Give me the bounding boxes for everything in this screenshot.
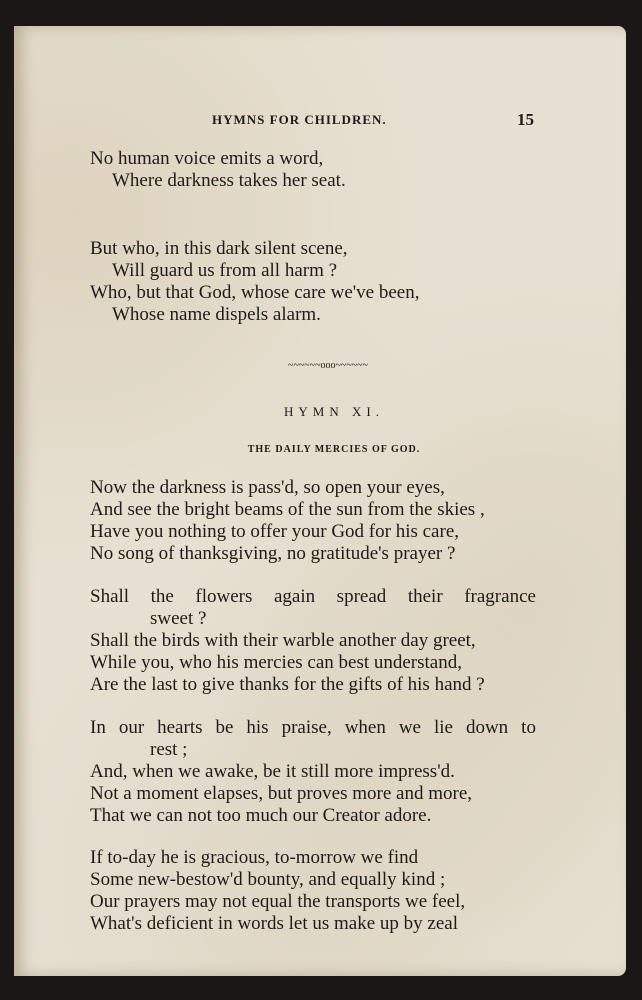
stanza-4 xyxy=(90,586,536,696)
verse-line: And see the bright beams of the sun from the skies , xyxy=(90,499,485,520)
section-ornament: ~~~~~~ooo~~~~~~ xyxy=(288,360,368,371)
verse-line: No song of thanksgiving, no gratitude's prayer ? xyxy=(90,543,456,564)
verse-line: Have you nothing to offer your God for his care, xyxy=(90,521,459,542)
verse-line: Where darkness takes her seat. xyxy=(112,170,346,191)
verse-word: to xyxy=(521,717,536,738)
stanza-6 xyxy=(90,847,560,935)
verse-word: the xyxy=(150,586,174,607)
verse-word: our xyxy=(118,717,145,738)
running-title: HYMNS FOR CHILDREN. xyxy=(212,112,387,127)
verse-line: That we can not too much our Creator adore. xyxy=(90,805,432,826)
verse-word: praise, xyxy=(281,717,332,738)
stanza-3 xyxy=(90,477,560,565)
hymn-subtitle: THE DAILY MERCIES OF GOD. xyxy=(247,444,421,455)
verse-word: be xyxy=(215,717,234,738)
verse-word: hearts xyxy=(157,717,203,738)
stanza-2 xyxy=(90,238,560,326)
stanza-5 xyxy=(90,717,536,827)
verse-line: Whose name dispels alarm. xyxy=(112,304,321,325)
verse-word: flowers xyxy=(195,586,253,607)
verse-line-continuation: rest ; xyxy=(150,739,188,760)
verse-line: No human voice emits a word, xyxy=(90,148,324,169)
verse-line: And, when we awake, be it still more impress'd. xyxy=(90,761,455,782)
verse-word: again xyxy=(273,586,316,607)
verse-line: Will guard us from all harm ? xyxy=(112,260,338,281)
verse-word: when xyxy=(344,717,386,738)
stanza-1 xyxy=(90,148,560,192)
verse-line: Who, but that God, whose care we've been, xyxy=(90,282,420,303)
verse-word: down xyxy=(465,717,509,738)
verse-line-continuation: sweet ? xyxy=(150,608,207,629)
verse-line: Are the last to give thanks for the gifts of his hand ? xyxy=(90,674,485,695)
verse-word: lie xyxy=(433,717,453,738)
verse-word: his xyxy=(246,717,269,738)
verse-line-justified xyxy=(90,586,536,608)
verse-line: But who, in this dark silent scene, xyxy=(90,238,348,259)
verse-line: Some new-bestow'd bounty, and equally kind ; xyxy=(90,869,446,890)
verse-word: In xyxy=(90,717,106,738)
verse-word: spread xyxy=(336,586,387,607)
verse-word: fragrance xyxy=(464,586,536,607)
hymn-title: HYMN XI. xyxy=(284,404,384,419)
page-header xyxy=(212,110,534,130)
verse-line: Now the darkness is pass'd, so open your eyes, xyxy=(90,477,445,498)
verse-line: Shall the birds with their warble another day greet, xyxy=(90,630,476,651)
verse-line: What's deficient in words let us make up by zeal xyxy=(90,913,459,934)
verse-word: Shall xyxy=(90,586,130,607)
verse-line: If to-day he is gracious, to-morrow we find xyxy=(90,847,419,868)
book-page xyxy=(14,26,626,976)
verse-line: While you, who his mercies can best understand, xyxy=(90,652,462,673)
verse-word: their xyxy=(407,586,443,607)
verse-line: Our prayers may not equal the transports we feel, xyxy=(90,891,466,912)
verse-line: Not a moment elapses, but proves more and more, xyxy=(90,783,473,804)
page-number: 15 xyxy=(517,110,534,129)
verse-word: we xyxy=(398,717,421,738)
verse-line-justified xyxy=(90,717,536,739)
